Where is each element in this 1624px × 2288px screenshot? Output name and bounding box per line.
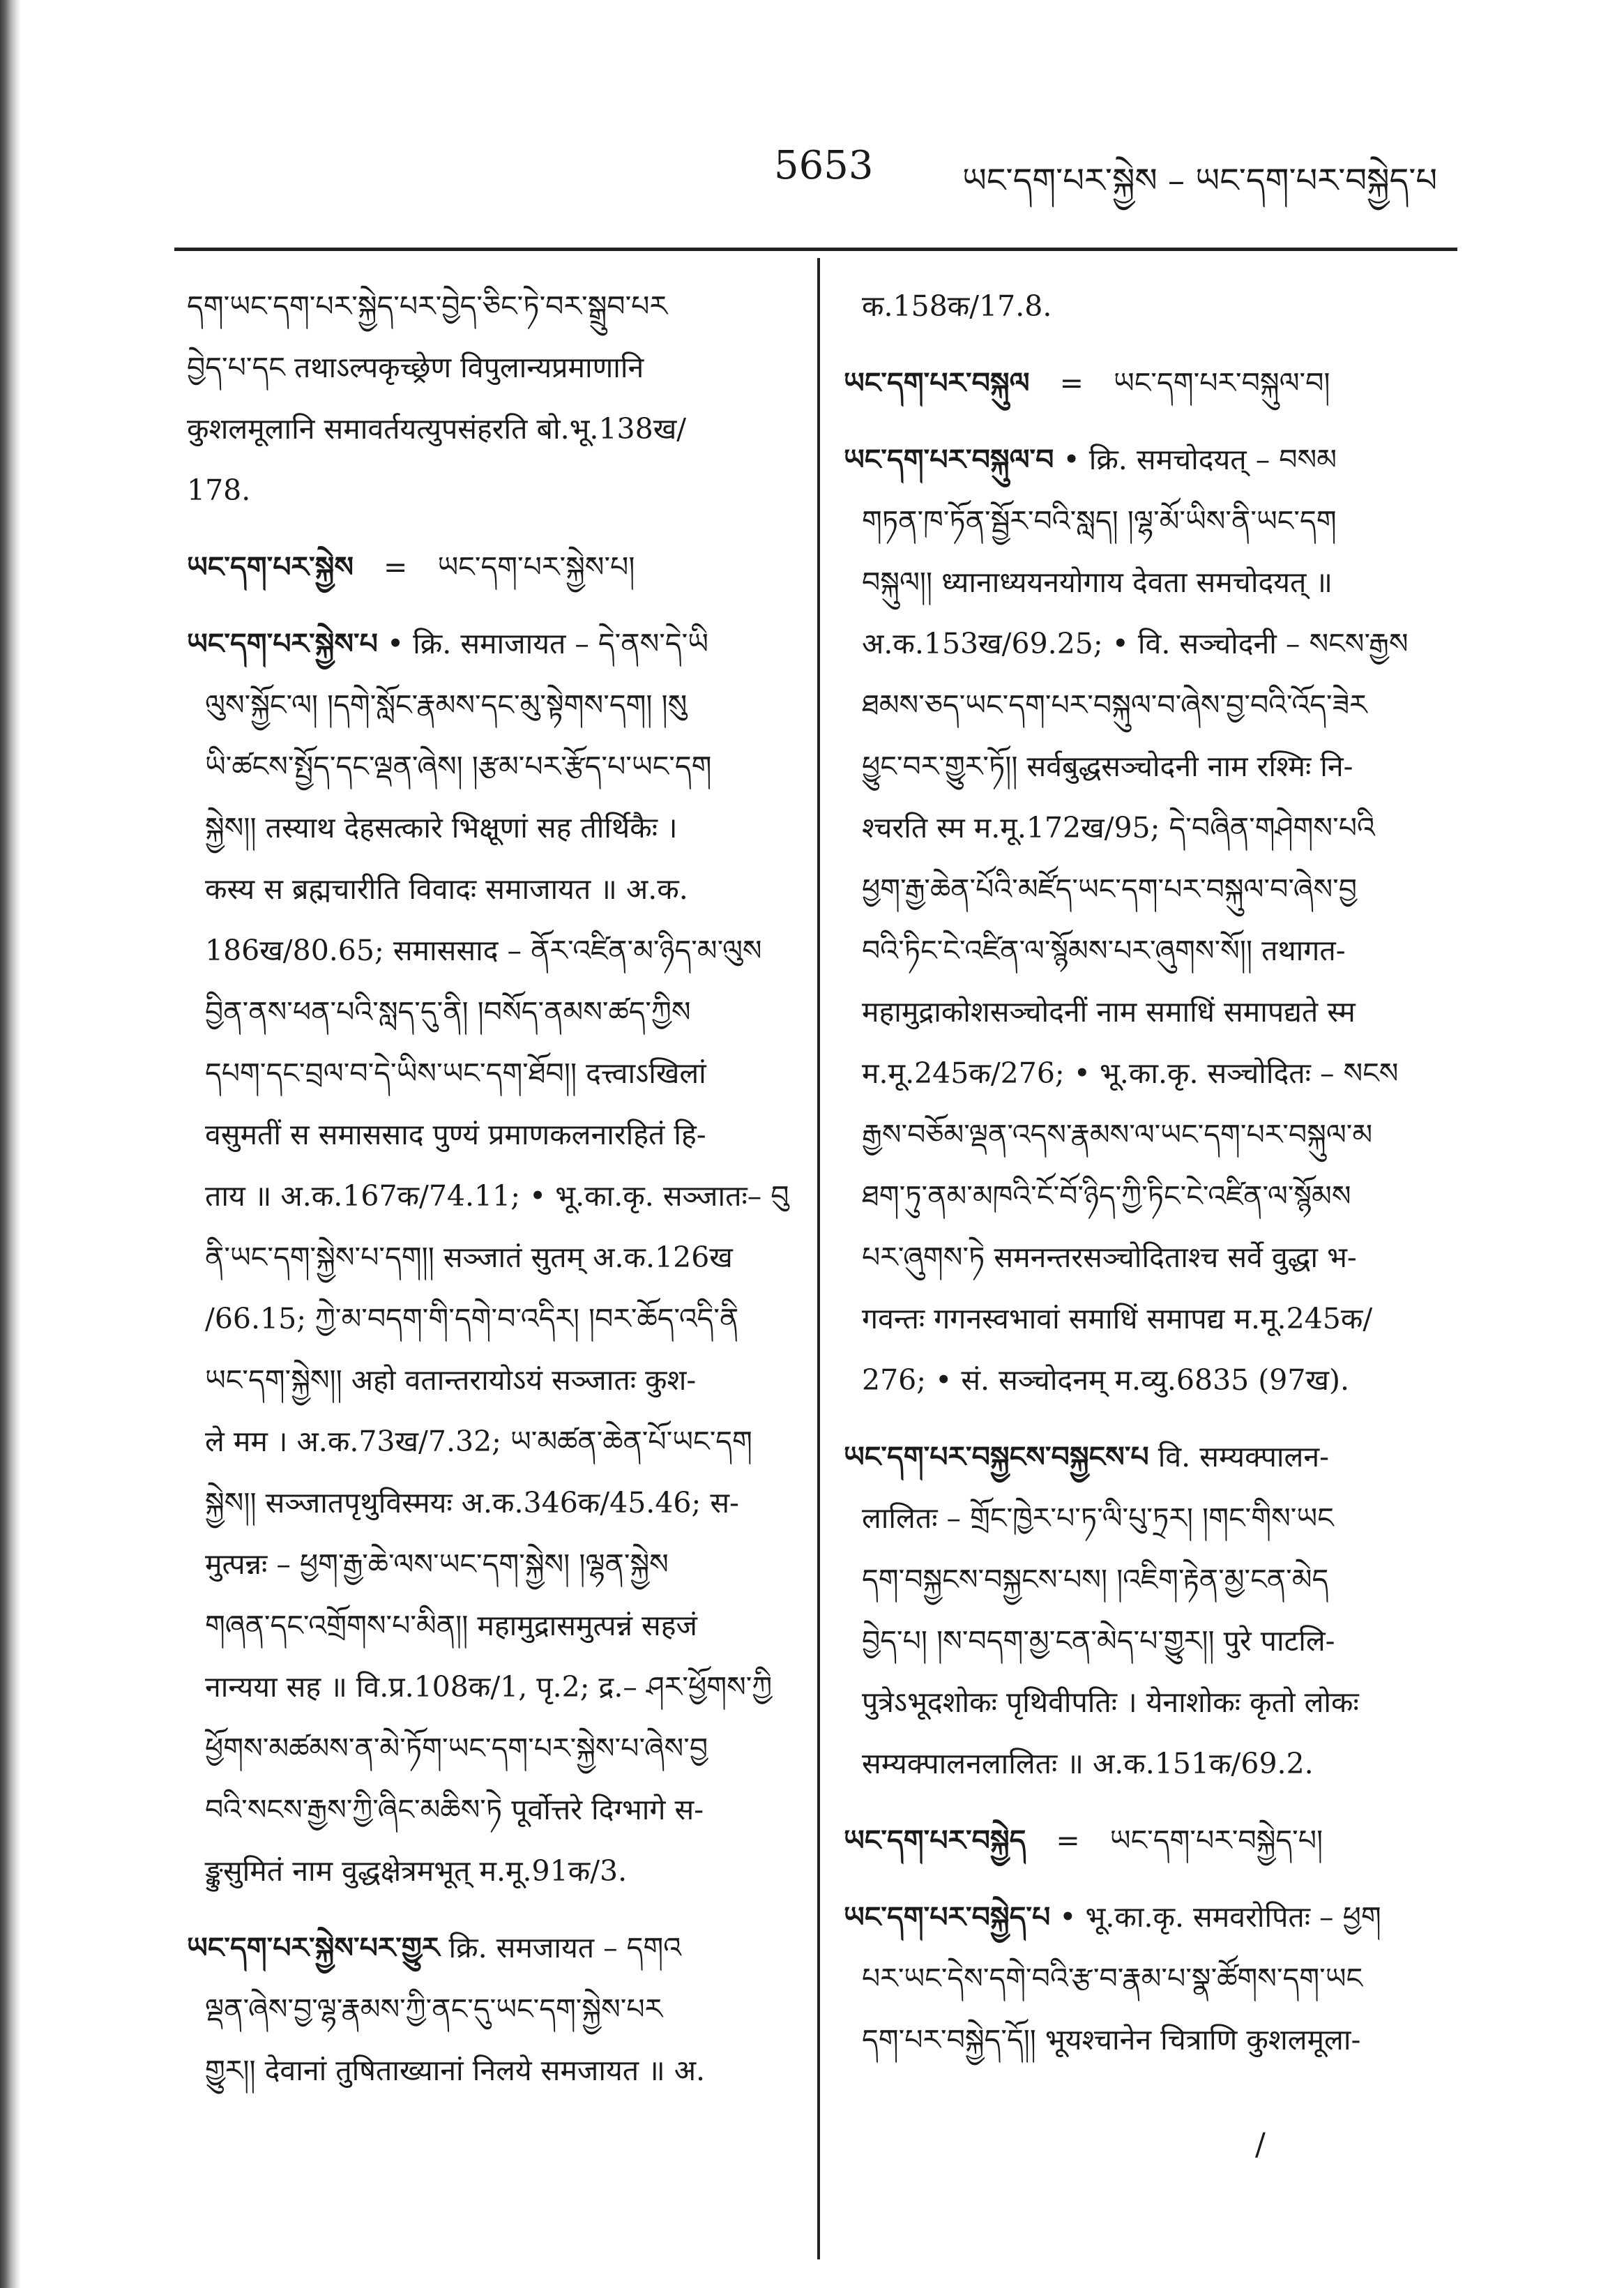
entry-line: महामुद्राकोशसञ्चोदनीं नाम समाधिं समापद्यते स्म — [862, 995, 1356, 1029]
entry-line: ཕྱུང་བར་གྱུར་ཏོ།། सर्वबुद्धसञ्चोदनी नाम रश्मिः नि- — [862, 750, 1353, 783]
entry-line: श्चरति स्म म.मू.172ख/95; དེ་བཞིན་གཤེགས་པའི — [862, 811, 1375, 844]
entry-line: 186ख/80.65; समाससाद – ནོར་འཛིན་མ་ཉིད་མ་ལུས — [205, 934, 762, 967]
dictionary-entry — [844, 352, 1457, 414]
equals-sign: = — [384, 550, 408, 584]
headword: ཡང་དག་པར་བསྐྱེད་པ — [844, 1900, 1051, 1934]
entry-line: लालितः – གྲོང་ཁྱེར་པ་ཏ་ལི་པུ་ཏྲར། །གང་གིས་ཡང — [862, 1501, 1334, 1535]
page-number: 5653 — [774, 143, 874, 188]
entry-line: अ.क.153ख/69.25; • वि. सञ्चोदनी – སངས་རྒྱས — [862, 627, 1409, 660]
headword: ཡང་དག་པར་བསྐུལ — [844, 366, 1030, 400]
headword: ཡང་དག་པར་སྐྱེས་པར་གྱུར — [187, 1931, 440, 1964]
headword: ཡང་དག་པར་སྐྱེས་པ — [187, 627, 378, 660]
entry-line: དག་པར་བསྐྱེད་དོ།། भूयश्चानेन चित्राणि कुशलमूला- — [862, 2023, 1361, 2056]
marginal-mark: / — [1255, 2127, 1266, 2162]
cross-reference: ཡང་དག་པར་བསྐྱེད་པ། — [1109, 1824, 1323, 1857]
entry-line: कस्य स ब्रह्मचारीति विवादः समाजायत ॥ अ.क. — [205, 872, 688, 906]
entry-line: ཐག་ཏུ་ནམ་མཁའི་ངོ་བོ་ཉིད་ཀྱི་ཏིང་ངེ་འཛིན་ལ་སྙོམས — [862, 1179, 1351, 1213]
entry-line: 276; • सं. सञ्चोदनम् म.व्यु.6835 (97ख). — [862, 1363, 1350, 1397]
equals-sign: = — [1056, 1824, 1080, 1857]
entry-line: ཡི་ཚངས་སྤྱོད་དང་ལྡན་ཞེས། །རྩམ་པར་རྩོད་པ་ཡང་དག — [205, 750, 712, 783]
entry-line: པར་ཞུགས་ཏེ समनन्तरसञ्चोदिताश्च सर्वे वुद्धा भ- — [862, 1241, 1357, 1274]
entry-line: पुत्रेऽभूदशोकः पृथिवीपतिः । येनाशोकः कृतो लोकः — [862, 1685, 1359, 1719]
entry-line: བའི་སངས་རྒྱས་ཀྱི་ཞིང་མཆིས་ཏེ पूर्वोत्तरे दिग्भागे स- — [205, 1793, 704, 1826]
entry-line: དག་བསྐྱངས་བསྐྱངས་པས། །འཇིག་རྟེན་མྱ་ངན་མེད — [862, 1563, 1329, 1596]
entry-line: བའི་ཏིང་ངེ་འཛིན་ལ་སྙོམས་པར་ཞུགས་སོ།། तथागत- — [862, 934, 1346, 967]
entry-line: ङ्कुसुमितं नाम वुद्धक्षेत्रमभूत् म.मू.91क/3. — [205, 1854, 628, 1888]
dictionary-entry — [844, 429, 1457, 1411]
dictionary-entry — [844, 1886, 1457, 2070]
entry-line: པར་ཡང་དེས་དགེ་བའི་རྩ་བ་རྣམ་པ་སྣ་ཚོགས་དག་ཡང — [862, 1962, 1363, 1995]
entry-line: नान्यया सह ॥ वि.प्र.108क/1, पृ.2; द्र.– ཤར་ཕྱོགས་ཀྱི — [205, 1670, 773, 1704]
entry-line: དཔག་དང་བྲལ་བ་དེ་ཡིས་ཡང་དག་ཐོབ།། दत्त्वाऽखिलां — [205, 1056, 706, 1090]
headword: ཡང་དག་པར་བསྐྱངས་བསྐྱངས་པ — [844, 1440, 1149, 1473]
entry-line: ले मम । अ.क.73ख/7.32; ཡ་མཚན་ཆེན་པོ་ཡང་དག — [205, 1425, 752, 1458]
entry-line: कुशलमूलानि समावर्तयत्युपसंहरति बो.भू.138ख/ — [187, 412, 687, 446]
entry-line: वसुमतीं स समाससाद पुण्यं प्रमाणकलनारहितं हि- — [205, 1118, 706, 1151]
entry-line: ཕྱོགས་མཚམས་ན་མེ་ཏོག་ཡང་དག་པར་སྐྱེས་པ་ཞེས་བྱ — [205, 1732, 708, 1765]
entry-line: ལྡན་ཞེས་བྱ་ལྷ་རྣམས་ཀྱི་ནང་དུ་ཡང་དག་སྐྱེས་པར — [205, 1992, 663, 2026]
entry-line: རྒྱས་བཅོམ་ལྡན་འདས་རྣམས་ལ་ཡང་དག་པར་བསྐུལ་མ — [862, 1118, 1373, 1151]
left-column — [187, 275, 800, 2116]
scan-binding-edge — [0, 0, 21, 2288]
entry-line: གཞན་དང་འགྲོགས་པ་མིན།། महामुद्रासमुत्पन्नं सहजं — [205, 1609, 697, 1642]
entry-line: བྱིན་ནས་ཕན་པའི་སླད་དུ་ནི། །བསོད་ནམས་ཚད་ཀྱིས — [205, 995, 691, 1029]
entry-line: /66.15; ཀྱེ་མ་བདག་གི་དགེ་བ་འདིར། །བར་ཆོད་འདི་ནི — [205, 1302, 739, 1335]
entry-line: ཐམས་ཅད་ཡང་དག་པར་བསྐུལ་བ་ཞེས་བྱ་བའི་འོད་ཟེར — [862, 688, 1367, 722]
entry-line: སྐྱེས།། तस्याथ देहसत्कारे भिक्षूणां सह तीर्थिकैः । — [205, 811, 678, 844]
entry-line: བསྐུལ།། ध्यानाध्ययनयोगाय देवता समचोदयत् ॥ — [862, 566, 1333, 599]
headword: ཡང་དག་པར་སྐྱེས — [187, 550, 354, 584]
dictionary-entry — [844, 1810, 1457, 1871]
cross-reference: ཡང་དག་པར་སྐྱེས་པ། — [437, 550, 635, 584]
header-rule — [174, 248, 1457, 251]
entry-intro: • क्रि. समचोदयत् – བསམ — [1063, 443, 1337, 476]
entry-line: म.मू.245क/276; • भू.का.कृ. सञ्चोदितः – སངས — [862, 1056, 1399, 1090]
entry-line: ལུས་སྐྱོང་ལ། །དགེ་སློང་རྣམས་དང་མུ་སྟེགས་དག། །སུ — [205, 688, 688, 722]
entry-intro: वि. सम्यक्पालन- — [1158, 1440, 1329, 1473]
column-divider — [817, 258, 820, 2259]
dictionary-entry — [187, 536, 800, 598]
entry-intro: • भू.का.कृ. समवरोपितः – ཕྱག — [1059, 1900, 1381, 1934]
headword: ཡང་དག་པར་བསྐྱེད — [844, 1824, 1026, 1857]
entry-line: सम्यक्पालनलालितः ॥ अ.क.151क/69.2. — [862, 1747, 1314, 1780]
entry-line: 178. — [187, 473, 251, 507]
entry-intro: • क्रि. समाजायत – དེ་ནས་དེ་ཡི — [386, 627, 708, 660]
entry-line: སྐྱེས།། सञ्जातपृथुविस्मयः अ.क.346क/45.46; स- — [205, 1486, 739, 1520]
entry-line: मुत्पन्नः – ཕྱག་རྒྱ་ཆེ་ལས་ཡང་དག་སྐྱེས། །ལྷན་སྐྱེས — [205, 1547, 669, 1581]
entry-line: क.158क/17.8. — [862, 289, 1052, 323]
cross-reference: ཡང་དག་པར་བསྐུལ་བ། — [1114, 366, 1330, 400]
entry-line: ཡང་དག་སྐྱེས།། अहो वतान्तरायोऽयं सञ्जातः कुश- — [205, 1363, 697, 1397]
entry-line: གྱུར།། देवानां तुषिताख्यानां निलये समजायत ॥ अ. — [205, 2054, 706, 2087]
right-column — [844, 275, 1457, 2086]
entry-line: ནི་ཡང་དག་སྐྱེས་པ་དག།། सञ्जातं सुतम् अ.क.126ख — [205, 1241, 733, 1274]
entry-intro: क्रि. समजायत – དགའ — [448, 1931, 682, 1964]
dictionary-entry — [187, 613, 800, 1902]
running-head: ཡང་དག་པར་སྐྱེས – ཡང་དག་པར་བསྐྱེད་པ — [962, 161, 1438, 200]
entry-line: ཕྱག་རྒྱ་ཆེན་པོའི་མཛོད་ཡང་དག་པར་བསྐུལ་བ་ཞེས་བྱ — [862, 872, 1358, 906]
dictionary-entry — [844, 1426, 1457, 1794]
dictionary-entry — [844, 275, 1457, 337]
entry-line: བྱེད་པ་དང तथाऽल्पकृच्छ्रेण विपुलान्यप्रमाणानि — [187, 351, 644, 384]
entry-line: དག་ཡང་དག་པར་སྐྱེད་པར་བྱེད་ཅིང་ཏེ་བར་སྒྲུབ་པར — [187, 289, 668, 323]
equals-sign: = — [1059, 366, 1084, 400]
dictionary-entry — [187, 1917, 800, 2101]
headword: ཡང་དག་པར་བསྐུལ་བ — [844, 443, 1054, 476]
entry-line: གཏན་ཁ་ཏོན་སྦྱོར་བའི་སླད། །ལྷ་མོ་ཡིས་ནི་ཡང་དག — [862, 504, 1337, 538]
dictionary-entry — [187, 275, 800, 521]
entry-line: गवन्तः गगनस्वभावां समाधिं समापद्य म.मू.245क/ — [862, 1302, 1373, 1335]
entry-line: བྱེད་པ། །ས་བདག་མྱ་ངན་མེད་པ་གྱུར།། पुरे पाटलि- — [862, 1624, 1335, 1658]
entry-line: ताय ॥ अ.क.167क/74.11; • भू.का.कृ. सञ्जातः– བུ — [205, 1179, 789, 1213]
